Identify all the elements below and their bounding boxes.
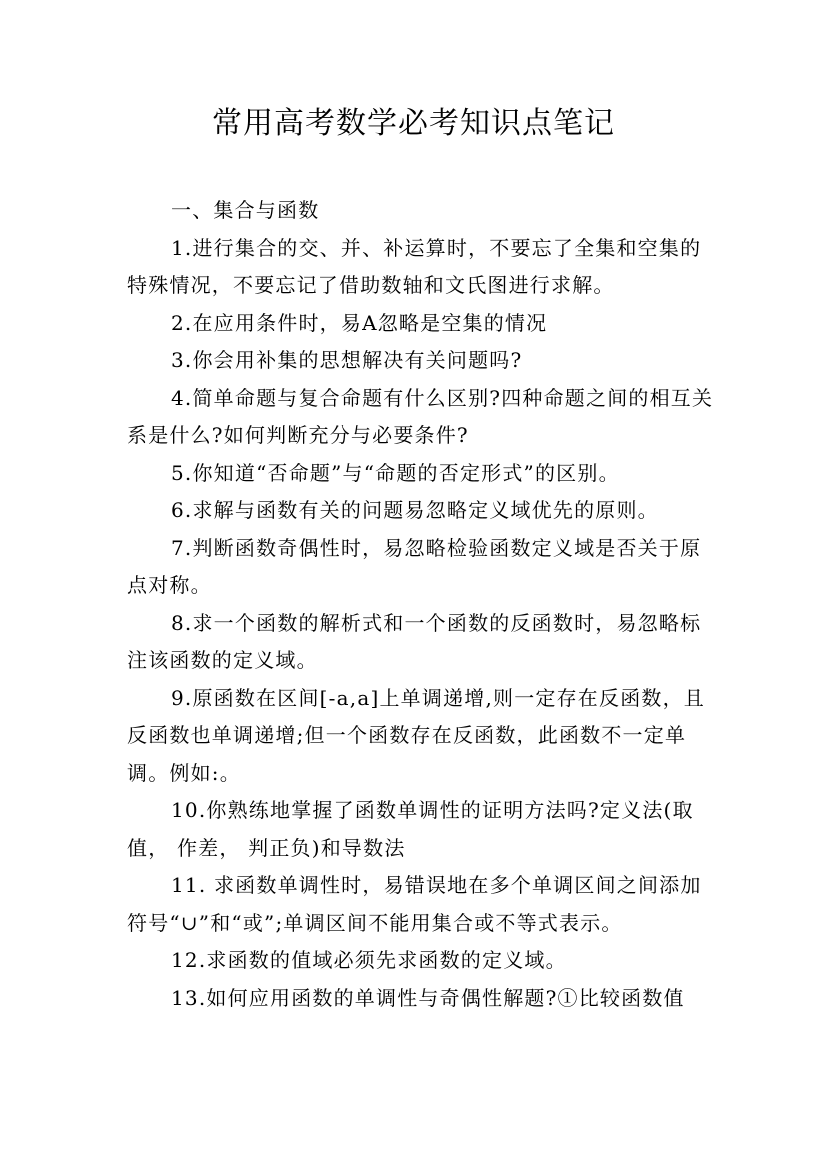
paragraph: 3.你会用补集的思想解决有关问题吗? <box>171 348 523 372</box>
paragraph: 10.你熟练地掌握了函数单调性的证明方法吗?定义法(取值， 作差， 判正负)和导数法 <box>127 798 694 860</box>
section-heading: 一、集合与函数 <box>171 198 320 222</box>
paragraph: 7.判断函数奇偶性时，易忽略检验函数定义域是否关于原点对称。 <box>127 535 702 597</box>
paragraph: 9.原函数在区间[-a,a]上单调递增,则一定存在反函数，且反函数也单调递增;但一个函数存在反函数，此函数不一定单调。例如:。 <box>127 685 706 785</box>
document-title: 常用高考数学必考知识点笔记 <box>212 106 615 141</box>
paragraph: 4.简单命题与复合命题有什么区别?四种命题之间的相互关系是什么?如何判断充分与必要条件? <box>127 385 714 447</box>
paragraph: 6.求解与函数有关的问题易忽略定义域优先的原则。 <box>171 498 659 522</box>
paragraph: 2.在应用条件时，易A忽略是空集的情况 <box>171 310 548 335</box>
paragraph: 8.求一个函数的解析式和一个函数的反函数时，易忽略标注该函数的定义域。 <box>127 610 702 672</box>
paragraph: 13.如何应用函数的单调性与奇偶性解题?①比较函数值 <box>171 985 685 1010</box>
document-body <box>127 192 717 1017</box>
paragraph: 11. 求函数单调性时，易错误地在多个单调区间之间添加符号“∪”和“或”;单调区间不能用集合或不等式表示。 <box>127 873 702 935</box>
paragraph: 12.求函数的值域必须先求函数的定义域。 <box>171 948 567 972</box>
paragraph: 1.进行集合的交、并、补运算时，不要忘了全集和空集的特殊情况，不要忘记了借助数轴和文氏图进行求解。 <box>127 235 702 297</box>
paragraph: 5.你知道“否命题”与“命题的否定形式”的区别。 <box>171 460 620 485</box>
